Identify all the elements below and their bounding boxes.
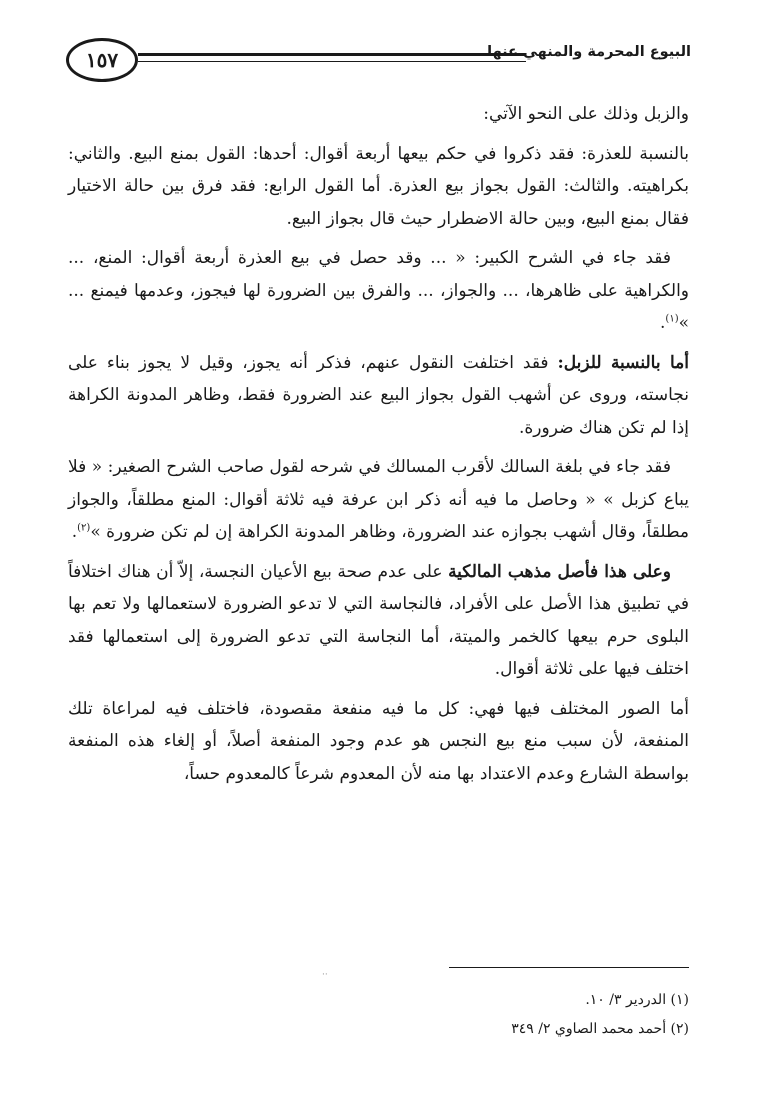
paragraph-text: على عدم صحة بيع الأعيان النجسة، إلاّ أن هناك اختلافاً في تطبيق هذا الأصل على الأفراد، فالنجاسة التي لا تدعو الضرورة لاستعمالها ولا تعم بها البلوى حرم بيعها كالخمر والميتة، أما النجاسة التي تدعو الضرورة إلى استعمالها فقد اختلف فيها على ثلاثة أقوال. [68,561,689,679]
paragraph-dung-ruling [68,347,689,445]
running-title: البيوع المحرمة والمنهي عنها [487,44,691,60]
footnote-ref-1[interactable]: (١) [665,313,679,325]
page-number-text: ١٥٧ [85,48,119,72]
footnotes [68,986,689,1044]
paragraph-maliki-principle [68,556,689,686]
header-double-rule [138,53,526,62]
paragraph-bulghat-quote [68,451,689,549]
footnote-separator [449,967,689,968]
paragraph-disputed-cases: أما الصور المختلف فيها فهي: كل ما فيه منفعة مقصودة، فاختلف فيه لمراعاة تلك المنفعة، لأن سبب منع بيع النجس هو عدم وجود المنفعة أصلاً، أو إلغاء هذه المنفعة بواسطة الشارع وعدم الاعتداد بها منه لأن المعدوم شرعاً كالمعدوم حساً، [68,698,689,784]
paragraph-excrement-ruling: بالنسبة للعذرة: فقد ذكروا في حكم بيعها أربعة أقوال: أحدها: القول بمنع البيع. والثاني: بكراهيته. والثالث: القول بجواز بيع العذرة. أما القول الرابع: فقد فرق بين حالة الاختيار فقال بمنع البيع، وبين حالة الاضطرار حيث قال بجواز البيع. [68,143,689,229]
footnote-1: (١) الدردير ٣/ ١٠. [585,992,689,1008]
quote-text: فقد جاء في بلغة السالك لأقرب المسالك في شرحه لقول صاحب الشرح الصغير: « فلا يباع كزبل » « وحاصل ما فيه أنه ذكر ابن عرفة فيه ثلاثة أقوال: المنع مطلقاً، والجواز مطلقاً، وقال أشهب بجوازه عند الضرورة، وظاهر المدونة الكراهة إن لم تكن ضرورة » [68,457,689,542]
paragraph-intro: والزبل وذلك على النحو الآتي: [483,104,689,124]
stray-mark: ·· [322,970,328,980]
page-header [66,38,691,84]
footnote-ref-2[interactable]: (٢) [77,522,91,534]
paragraph-text: فقد اختلفت النقول عنهم، فذكر أنه يجوز، وقيل لا يجوز بناء على نجاسته، وروى عن أشهب القول بجواز البيع عند الضرورة فقط، وظاهر المدونة الكراهة إذا لم تكن هناك ضرورة. [68,352,689,438]
main-text [68,98,689,797]
quote-text: فقد جاء في الشرح الكبير: « ... وقد حصل في بيع العذرة أربعة أقوال: المنع، ... والكراهية على ظاهرها، ... والجواز، ... والفرق بين الضرورة لها فيجوز، وعدمها فيمنع ... » [68,248,689,333]
paragraph-lead-bold: أما بالنسبة للزبل: [557,352,690,373]
page-number [66,38,138,82]
footnote-2: (٢) أحمد محمد الصاوي ٢/ ٣٤٩ [511,1021,689,1037]
punctuation: . [71,522,78,542]
punctuation: . [660,313,666,333]
paragraph-lead-bold: وعلى هذا فأصل مذهب المالكية [448,561,672,582]
paragraph-sharh-kabir-quote [68,242,689,340]
